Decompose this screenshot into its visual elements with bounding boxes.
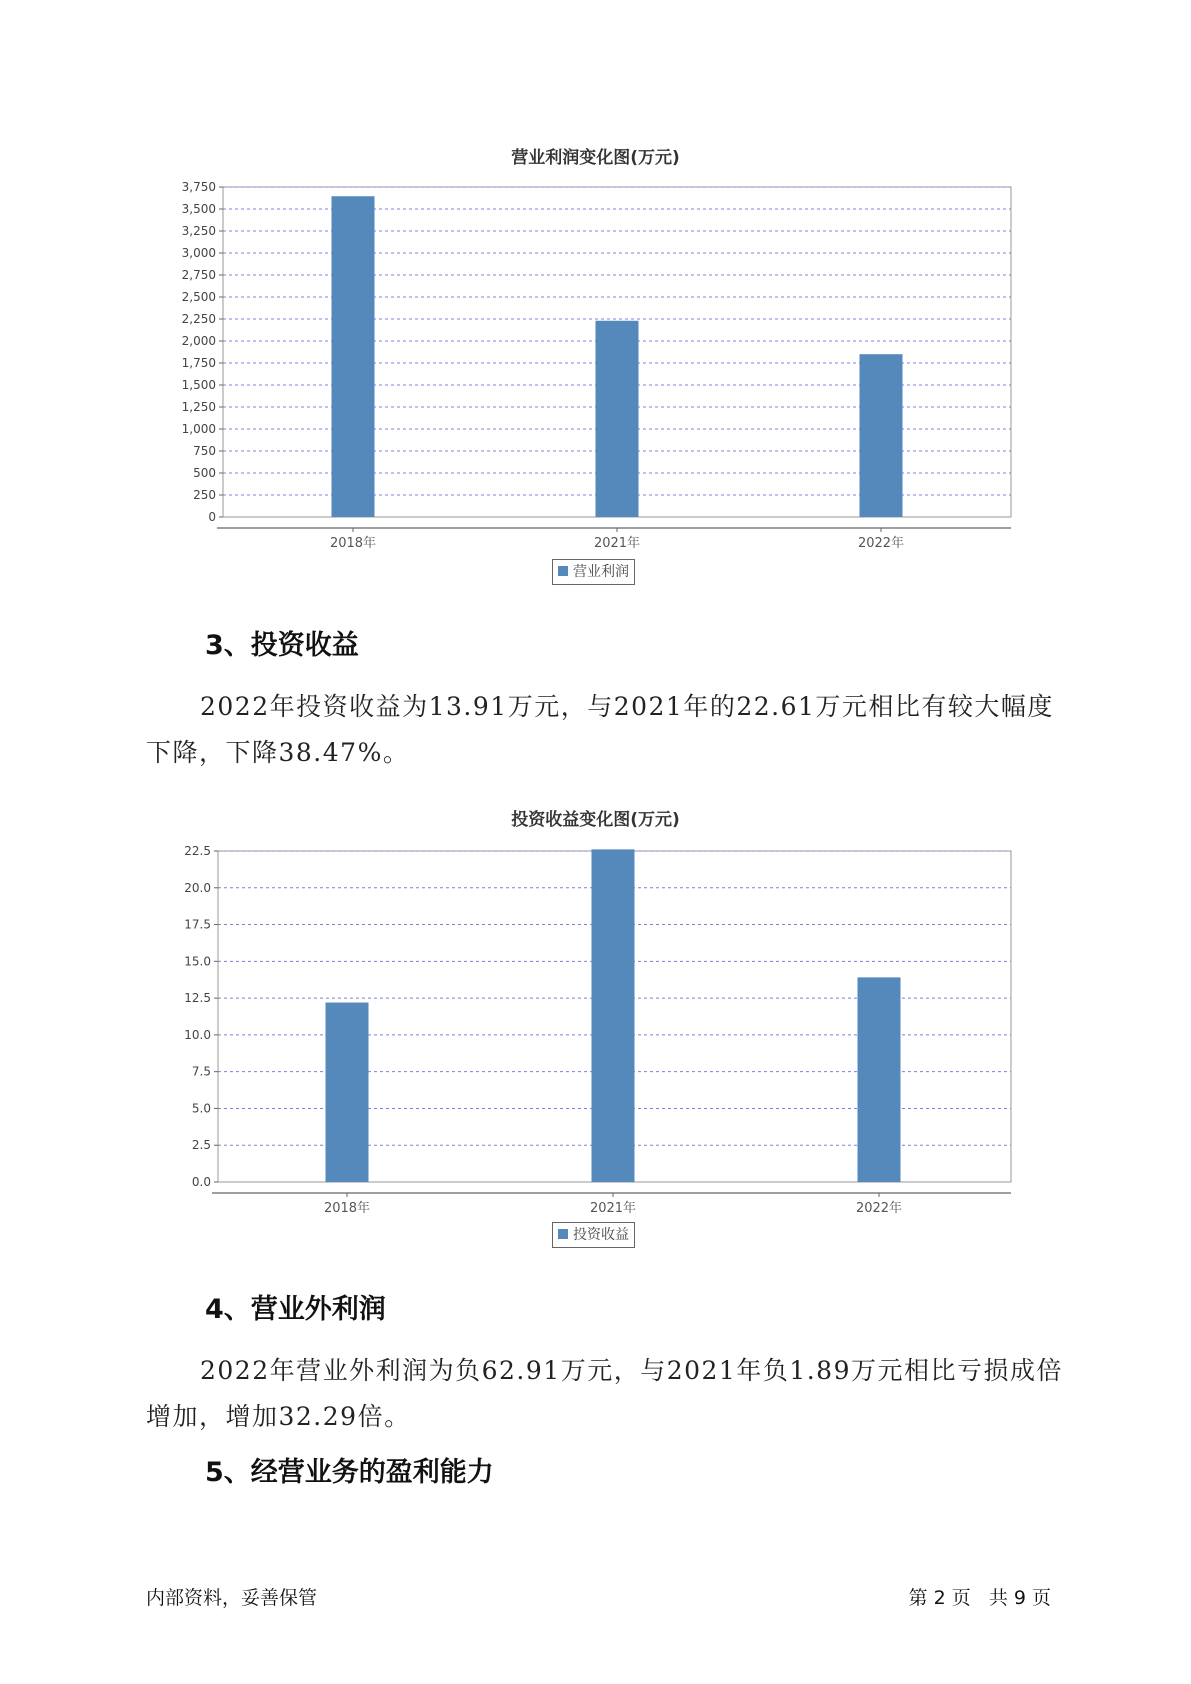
footer-right: 第 2 页 共 9 页 [908, 1587, 1051, 1609]
legend-swatch [558, 1229, 568, 1239]
y-tick-label: 15.0 [184, 954, 211, 969]
bar-2021年 [592, 849, 635, 1182]
y-tick-label: 2,500 [181, 290, 216, 304]
y-tick-label: 17.5 [184, 917, 211, 932]
chart2-title: 投资收益变化图(万元) [511, 810, 680, 830]
y-tick-label: 2,750 [181, 268, 216, 282]
y-tick-label: 250 [193, 488, 216, 502]
paragraph-non-operating: 2022年营业外利润为负62.91万元，与2021年负1.89万元相比亏损成倍增加，增加32.29倍。 [146, 1356, 1063, 1431]
x-tick-label: 2022年 [857, 536, 905, 551]
y-tick-label: 20.0 [184, 880, 211, 895]
y-tick-label: 3,500 [181, 202, 216, 216]
bar-2018年 [326, 1003, 369, 1182]
x-tick-label: 2018年 [323, 1201, 371, 1216]
y-tick-label: 2,250 [181, 312, 216, 326]
y-tick-label: 750 [193, 444, 216, 458]
y-tick-label: 5.0 [191, 1101, 211, 1116]
y-tick-label: 3,000 [181, 246, 216, 260]
x-tick-label: 2022年 [855, 1201, 903, 1216]
y-tick-label: 3,250 [181, 224, 216, 238]
y-tick-label: 1,750 [181, 356, 216, 370]
y-tick-label: 12.5 [184, 991, 211, 1006]
heading-investment: 3、投资收益 [205, 630, 359, 661]
bar-2022年 [858, 977, 901, 1182]
heading-non-operating: 4、营业外利润 [205, 1294, 386, 1325]
y-tick-label: 1,500 [181, 378, 216, 392]
chart2-legend [552, 1222, 635, 1248]
footer-left: 内部资料，妥善保管 [146, 1587, 318, 1609]
heading-business-profit: 5、经营业务的盈利能力 [205, 1457, 494, 1488]
chart1-legend-label: 营业利润 [573, 564, 629, 580]
y-tick-label: 0 [208, 510, 216, 524]
y-tick-label: 7.5 [191, 1064, 211, 1079]
x-tick-label: 2021年 [593, 536, 641, 551]
chart2-legend-label: 投资收益 [573, 1227, 629, 1243]
y-tick-label: 2.5 [191, 1138, 211, 1153]
y-tick-label: 22.5 [184, 844, 211, 858]
x-tick-label: 2021年 [589, 1201, 637, 1216]
y-tick-label: 3,750 [181, 180, 216, 194]
chart1-title: 营业利润变化图(万元) [511, 148, 680, 168]
x-tick-label: 2018年 [329, 536, 377, 551]
y-tick-label: 10.0 [184, 1027, 211, 1042]
y-tick-label: 0.0 [191, 1175, 211, 1189]
y-tick-label: 1,000 [181, 422, 216, 436]
paragraph-investment: 2022年投资收益为13.91万元，与2021年的22.61万元相比有较大幅度下降，下降38.47%。 [146, 692, 1054, 767]
y-tick-label: 2,000 [181, 334, 216, 348]
y-tick-label: 1,250 [181, 400, 216, 414]
y-tick-label: 500 [193, 466, 216, 480]
